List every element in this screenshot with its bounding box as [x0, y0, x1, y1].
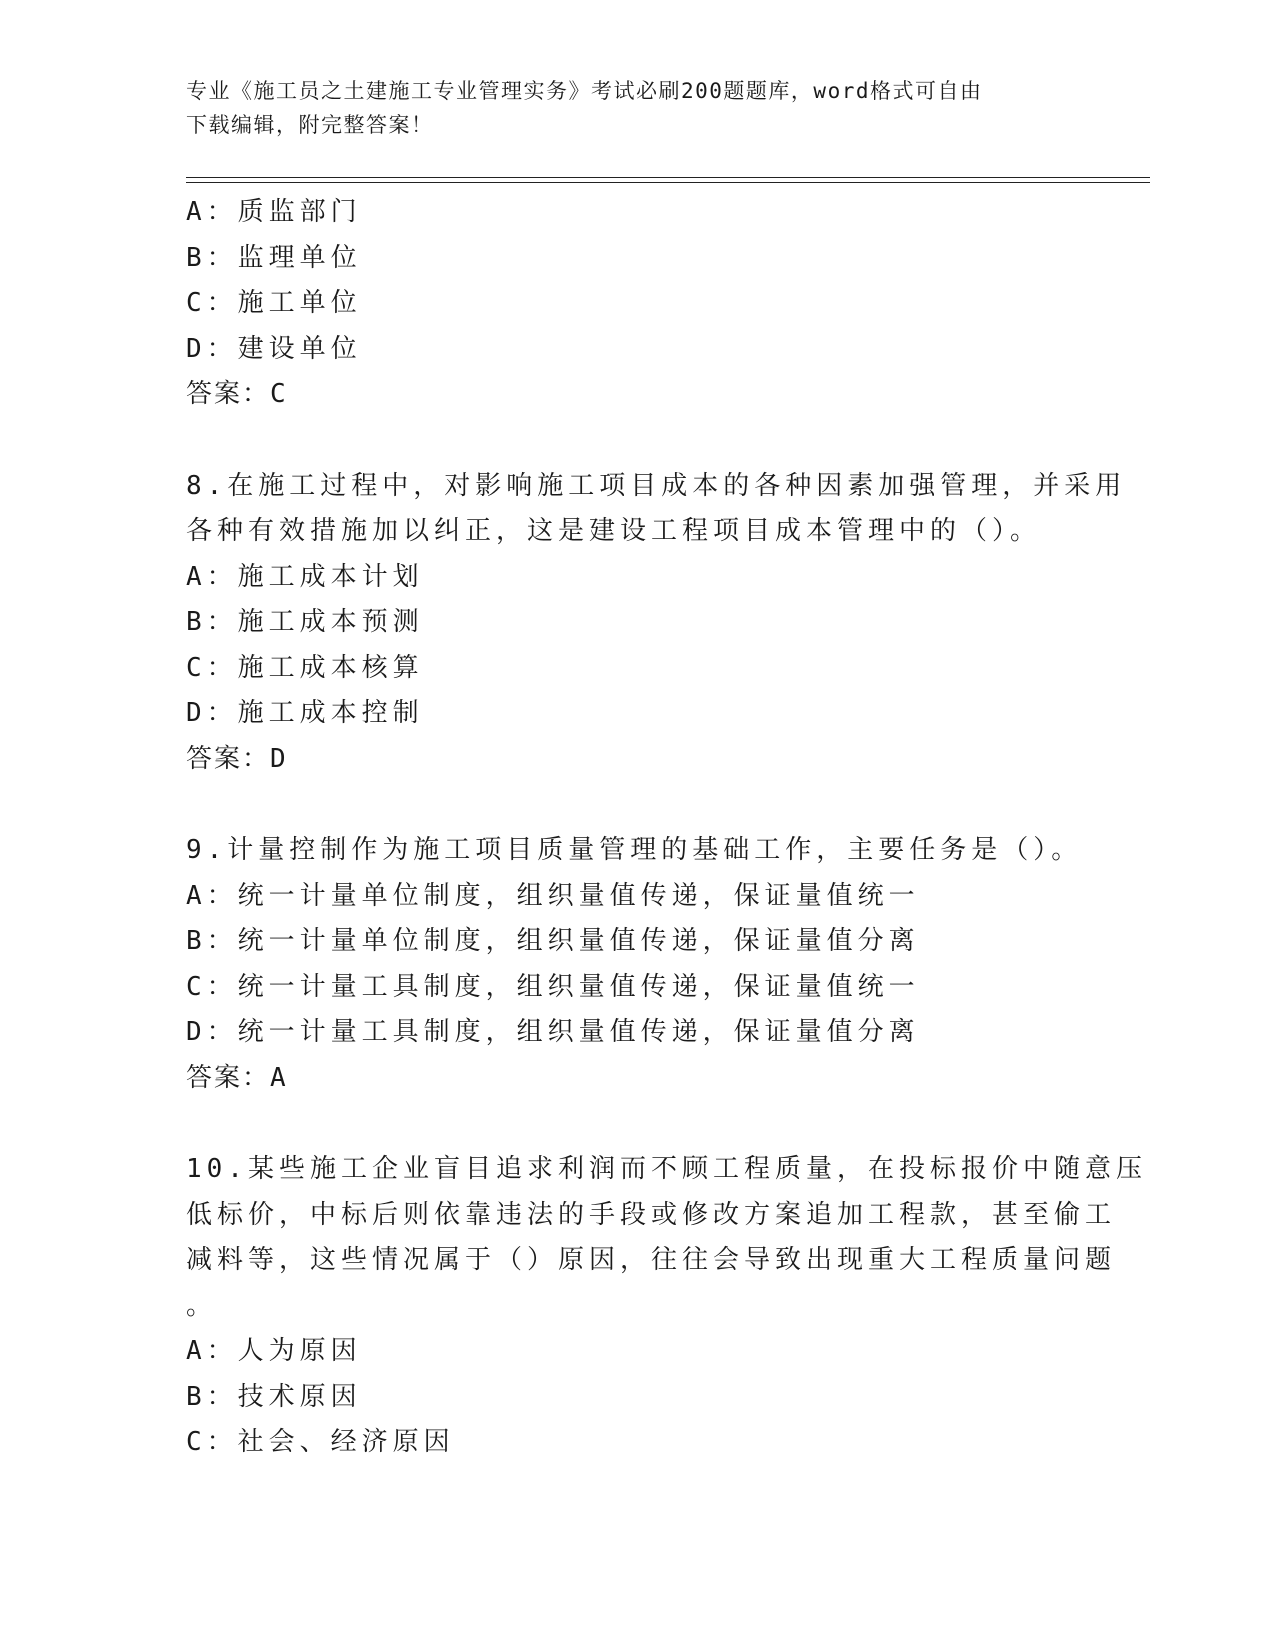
q10-option-c: C：社会、经济原因	[186, 1427, 455, 1457]
q9-option-a: A：统一计量单位制度，组织量值传递，保证量值统一	[186, 880, 920, 911]
q10-option-b: B：技术原因	[186, 1381, 362, 1412]
q9-answer: 答案：A	[186, 1062, 288, 1093]
header-divider-top	[186, 177, 1150, 178]
q10-stem-line-4: 。	[186, 1290, 218, 1321]
document-header	[186, 74, 1086, 142]
q8-option-b: B：施工成本预测	[186, 607, 424, 637]
question-10	[186, 1147, 1147, 1466]
q8-option-a: A：施工成本计划	[186, 561, 424, 592]
q8-answer: 答案：D	[186, 743, 288, 774]
q9-option-c: C：统一计量工具制度，组织量值传递，保证量值统一	[186, 971, 920, 1002]
question-list	[186, 190, 1147, 1466]
q9-option-b: B：统一计量单位制度，组织量值传递，保证量值分离	[186, 926, 920, 956]
q8-option-c: C：施工成本核算	[186, 652, 424, 683]
q10-stem-line-3: 减料等，这些情况属于（）原因，往往会导致出现重大工程质量问题	[186, 1245, 1117, 1275]
q8-option-d: D：施工成本控制	[186, 698, 424, 728]
header-divider-bottom	[186, 182, 1150, 183]
q10-stem-line-1: 10.某些施工企业盲目追求利润而不顾工程质量，在投标报价中随意压	[186, 1154, 1147, 1184]
q8-stem-line-2: 各种有效措施加以纠正，这是建设工程项目成本管理中的（）。	[186, 516, 1042, 546]
question-9	[186, 828, 1086, 1101]
q7-option-b: B：监理单位	[186, 242, 362, 273]
header-line-2: 下载编辑，附完整答案！	[186, 113, 434, 137]
q10-stem-line-2: 低标价，中标后则依靠违法的手段或修改方案追加工程款，甚至偷工	[186, 1199, 1117, 1230]
q7-option-d: D：建设单位	[186, 333, 362, 364]
q10-option-a: A：人为原因	[186, 1336, 362, 1366]
question-7	[186, 190, 1086, 418]
q9-stem-line-1: 9.计量控制作为施工项目质量管理的基础工作，主要任务是（）。	[186, 835, 1083, 865]
q8-stem-line-1: 8.在施工过程中，对影响施工项目成本的各种因素加强管理，并采用	[186, 470, 1127, 501]
header-line-1: 专业《施工员之土建施工专业管理实务》考试必刷200题题库，word格式可自由	[186, 79, 983, 103]
q9-option-d: D：统一计量工具制度，组织量值传递，保证量值分离	[186, 1017, 920, 1047]
question-8	[186, 464, 1127, 783]
q7-option-c: C：施工单位	[186, 288, 362, 318]
q7-option-a: A：质监部门	[186, 197, 362, 227]
q7-answer: 答案：C	[186, 379, 288, 409]
